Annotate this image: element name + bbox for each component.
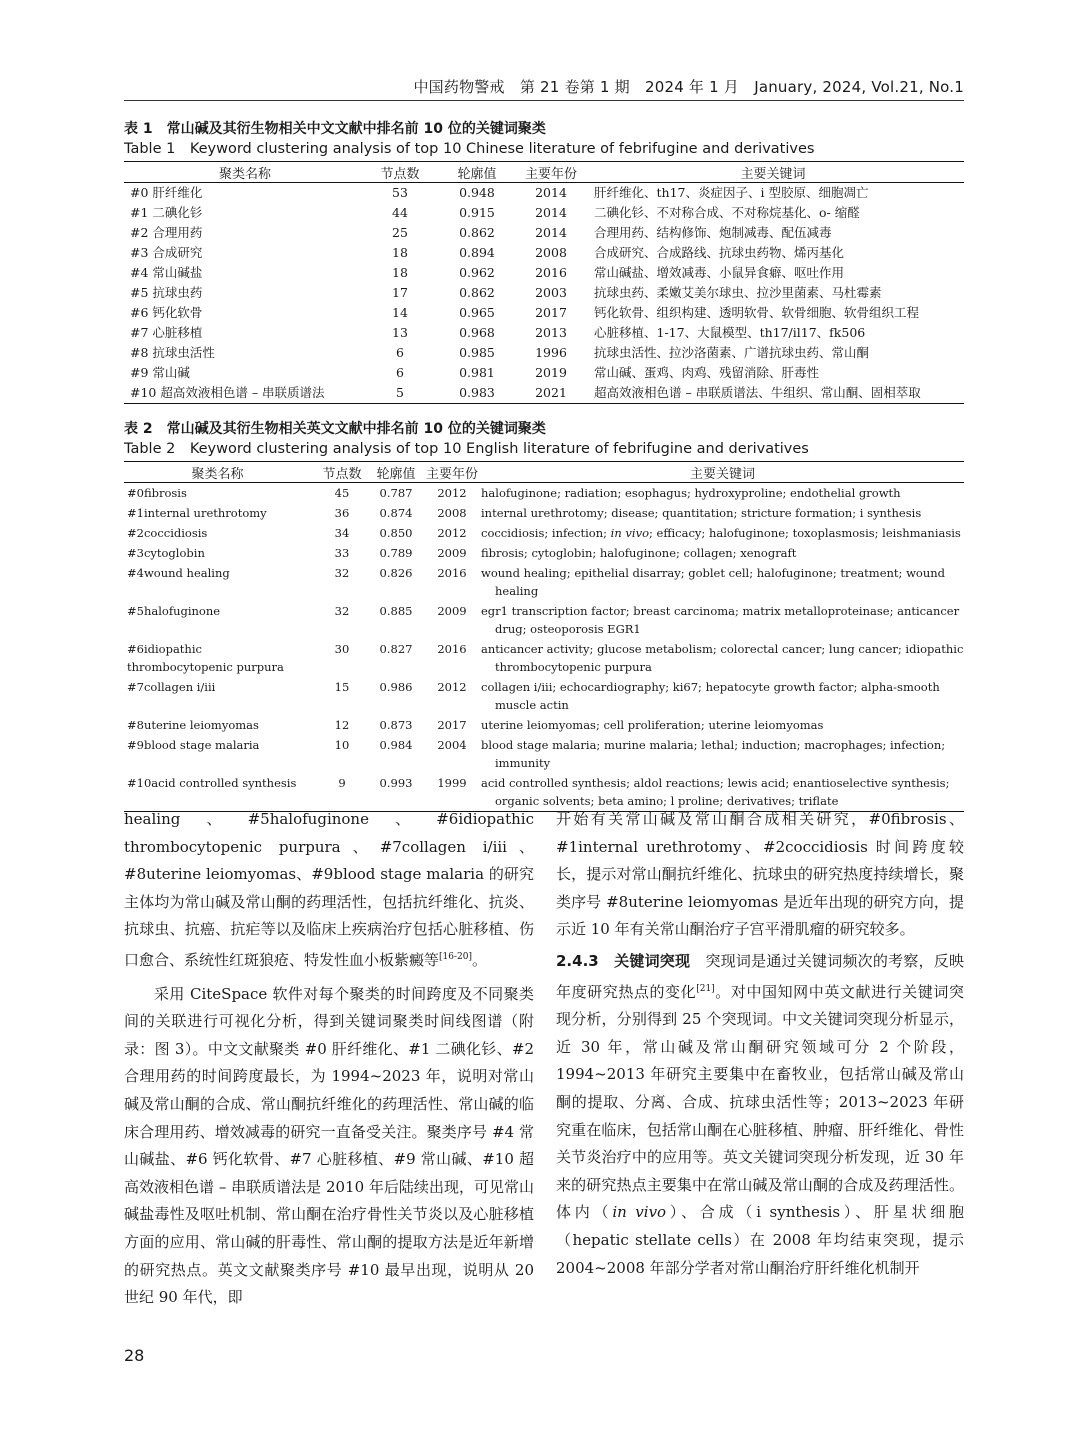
silhouette-cell: 0.862 [459, 225, 495, 240]
node-count-cell: 53 [392, 185, 408, 200]
year-cell: 2003 [535, 285, 567, 300]
table-row [124, 523, 964, 543]
year-cell: 2012 [437, 486, 467, 500]
keywords-cell: 心脏移植、1-17、大鼠模型、th17/il17、fk506 [594, 325, 866, 340]
keywords-cell: 合成研究、合成路线、抗球虫药物、烯丙基化 [594, 245, 845, 260]
year-cell: 2009 [437, 604, 467, 618]
cluster-name-cell: #5halofuginone [127, 604, 221, 618]
silhouette-cell: 0.993 [369, 773, 423, 812]
year-cell: 2012 [437, 680, 467, 694]
table-row [124, 243, 964, 263]
body-column-left [124, 806, 534, 1312]
silhouette-cell: 0.826 [379, 566, 413, 580]
table2-header-year: 主要年份 [423, 462, 481, 483]
header-rule [124, 100, 964, 101]
paragraph-text: ）、合成（i synthesis）、肝星状细胞（hepatic stellate cells）在 2008 年均结束突现，提示 2004~2008 年部分学者对常山酮治疗肝纤维化机制开 [556, 1203, 964, 1277]
year-cell: 2004 [437, 738, 467, 752]
keywords-cell: 常山碱盐、增效减毒、小鼠异食癖、呕吐作用 [594, 265, 845, 280]
table-row [124, 303, 964, 323]
silhouette-cell: 0.894 [459, 245, 495, 260]
table2-caption-en: Table 2 Keyword clustering analysis of top 10 English literature of febrifugine and derivatives [124, 441, 809, 457]
keywords-cell: 常山碱、蛋鸡、肉鸡、残留消除、肝毒性 [594, 365, 820, 380]
silhouette-cell: 0.873 [379, 718, 413, 732]
table1-caption-en: Table 1 Keyword clustering analysis of top 10 Chinese literature of febrifugine and derivatives [124, 141, 815, 157]
cluster-name-cell: #5 抗球虫药 [130, 285, 203, 300]
table-row [124, 601, 964, 639]
keywords-cell: internal urethrotomy; disease; quantitation; stricture formation; i synthesis [481, 506, 922, 520]
node-count-cell: 12 [334, 718, 350, 732]
body-paragraph: 采用 CiteSpace 软件对每个聚类的时间跨度及不同聚类间的关联进行可视化分析，得到关键词聚类时间线图谱（附录：图 3）。中文文献聚类 #0 肝纤维化、#1 二碘化钐、#2 合理用药的时间跨度最长，为 1994~2023 年，说明对常山碱及常山酮的合成、常山酮抗纤维化的药理活性、常山碱的临床合理用药、增效减毒的研究一直备受关注。聚类序号 #4 常山碱盐、#6 钙化软骨、#7 心脏移植、#9 常山碱、#10 超高效液相色谱 – 串联质谱法是 2010 年后陆续出现，可见常山碱盐毒性及呕吐机制、常山酮在治疗骨性关节炎以及心脏移植方面的应用、常山碱的肝毒性、常山酮的提取方法是近年新增的研究热点。英文文献聚类序号 #10 最早出现，说明从 20 世纪 90 年代，即 [124, 984, 534, 1307]
silhouette-cell: 0.915 [459, 205, 495, 220]
paragraph-text: 突现词是通过关键词频次的考察，反映年度研究热点的变化 [556, 951, 964, 1001]
table2-header-name: 聚类名称 [124, 462, 315, 483]
table-row [124, 639, 964, 677]
cluster-name-cell: #8uterine leiomyomas [127, 718, 259, 732]
node-count-cell: 6 [396, 365, 404, 380]
table2-caption-cn: 表 2 常山碱及其衍生物相关英文文献中排名前 10 位的关键词聚类 [124, 421, 546, 437]
node-count-cell: 45 [334, 486, 350, 500]
table-row [124, 715, 964, 735]
year-cell: 2013 [535, 325, 567, 340]
cluster-name-cell: #3 合成研究 [130, 245, 203, 260]
table-row [124, 223, 964, 243]
table1-caption [124, 119, 964, 159]
node-count-cell: 15 [334, 680, 350, 694]
silhouette-cell: 0.885 [379, 604, 413, 618]
paragraph-text: 。对中国知网中英文献进行关键词突现分析，分别得到 25 个突现词。中文关键词突现分析显示，近 30 年，常山碱及常山酮研究领域可分 2 个阶段，1994~2013 年研究主要集中在畜牧业，包括常山碱及常山酮的提取、分离、合成、抗球虫活性等；2013~2023 年研究重在临床，包括常山酮在心脏移植、肿瘤、肝纤维化、骨性关节炎治疗中的应用等。英文关键词突现分析发现，近 30 年来的研究热点主要集中在常山碱及常山酮的合成及药理活性。体内（ [556, 982, 964, 1222]
citation-ref: [21] [696, 983, 715, 994]
table-row [124, 543, 964, 563]
year-cell: 1999 [423, 773, 481, 812]
cluster-name-cell: #4 常山碱盐 [130, 265, 203, 280]
table1-header-nodes: 节点数 [366, 162, 434, 183]
cluster-name-cell: #4wound healing [127, 566, 230, 580]
node-count-cell: 9 [315, 773, 369, 812]
silhouette-cell: 0.983 [434, 383, 520, 404]
year-cell: 2014 [535, 185, 567, 200]
cluster-name-cell: #7 心脏移植 [130, 325, 203, 340]
cluster-name-cell: #0fibrosis [127, 486, 187, 500]
body-paragraph [556, 948, 964, 1282]
node-count-cell: 13 [392, 325, 408, 340]
running-head: 中国药物警戒 第 21 卷第 1 期 2024 年 1 月 January, 2024, Vol.21, No.1 [413, 78, 964, 96]
table-row [124, 263, 964, 283]
silhouette-cell: 0.874 [379, 506, 413, 520]
table1-header-row [124, 162, 964, 183]
table2-header-silhouette: 轮廓值 [369, 462, 423, 483]
table-row [124, 283, 964, 303]
keywords-cell: wound healing; epithelial disarray; goblet cell; halofuginone; treatment; wound healing [481, 566, 946, 598]
node-count-cell: 36 [334, 506, 350, 520]
node-count-cell: 25 [392, 225, 408, 240]
cluster-name-cell: #7collagen i/iii [127, 680, 216, 694]
silhouette-cell: 0.827 [379, 642, 413, 656]
cluster-name-cell: #6 钙化软骨 [130, 305, 203, 320]
citation-ref: [16-20] [439, 951, 472, 962]
year-cell: 2008 [437, 506, 467, 520]
keywords-cell: collagen i/iii; echocardiography; ki67; hepatocyte growth factor; alpha-smooth muscle actin [481, 680, 940, 712]
cluster-name-cell: #0 肝纤维化 [130, 185, 203, 200]
table-row [124, 677, 964, 715]
table1-header-year: 主要年份 [520, 162, 582, 183]
node-count-cell: 10 [334, 738, 350, 752]
year-cell: 2012 [437, 526, 467, 540]
node-count-cell: 30 [334, 642, 350, 656]
keywords-cell: 抗球虫药、柔嫩艾美尔球虫、拉沙里菌素、马杜霉素 [594, 285, 882, 300]
keywords-cell: egr1 transcription factor; breast carcinoma; matrix metalloproteinase; anticancer drug; osteoporosis EGR1 [481, 604, 960, 636]
year-cell: 2016 [437, 566, 467, 580]
silhouette-cell: 0.985 [459, 345, 495, 360]
table2-caption [124, 419, 964, 459]
table-row [124, 203, 964, 223]
node-count-cell: 6 [396, 345, 404, 360]
table-row [124, 183, 964, 204]
section-heading: 2.4.3 关键词突现 [556, 951, 691, 970]
node-count-cell: 44 [392, 205, 408, 220]
keywords-cell: uterine leiomyomas; cell proliferation; uterine leiomyomas [481, 718, 824, 732]
silhouette-cell: 0.787 [379, 486, 413, 500]
year-cell: 2016 [437, 642, 467, 656]
table1-header-name: 聚类名称 [124, 162, 366, 183]
year-cell: 2019 [535, 365, 567, 380]
page-number: 28 [124, 1346, 145, 1365]
italic-term: in vivo [610, 526, 649, 540]
silhouette-cell: 0.965 [459, 305, 495, 320]
keywords-cell: fibrosis; cytoglobin; halofuginone; collagen; xenograft [481, 546, 797, 560]
cluster-name-cell: #10 超高效液相色谱 – 串联质谱法 [124, 383, 366, 404]
cluster-name-cell: #8 抗球虫活性 [130, 345, 215, 360]
silhouette-cell: 0.862 [459, 285, 495, 300]
cluster-name-cell: #1 二碘化钐 [130, 205, 203, 220]
keywords-cell: anticancer activity; glucose metabolism; colorectal cancer; lung cancer; idiopathic thrombocytopenic purpura [481, 642, 964, 674]
cluster-name-cell: #9blood stage malaria [127, 738, 260, 752]
year-cell: 1996 [535, 345, 567, 360]
keywords-cell: coccidiosis; infection; in vivo; efficacy; halofuginone; toxoplasmosis; leishmaniasis [481, 526, 961, 540]
paragraph-end: 。 [471, 950, 487, 969]
table2 [124, 461, 964, 812]
year-cell: 2017 [437, 718, 467, 732]
italic-term: in vivo [612, 1203, 667, 1222]
silhouette-cell: 0.789 [379, 546, 413, 560]
node-count-cell: 32 [334, 566, 350, 580]
year-cell: 2017 [535, 305, 567, 320]
table1 [124, 161, 964, 404]
table2-header-row [124, 462, 964, 483]
node-count-cell: 18 [392, 245, 408, 260]
table1-header-silhouette: 轮廓值 [434, 162, 520, 183]
cluster-name-cell: #9 常山碱 [130, 365, 190, 380]
silhouette-cell: 0.968 [459, 325, 495, 340]
node-count-cell: 14 [392, 305, 408, 320]
silhouette-cell: 0.981 [459, 365, 495, 380]
table-row [124, 343, 964, 363]
silhouette-cell: 0.986 [379, 680, 413, 694]
keywords-cell: 合理用药、结构修饰、炮制减毒、配伍减毒 [594, 225, 832, 240]
year-cell: 2009 [437, 546, 467, 560]
silhouette-cell: 0.984 [379, 738, 413, 752]
node-count-cell: 17 [392, 285, 408, 300]
table2-header-keywords: 主要关键词 [481, 462, 964, 483]
node-count-cell: 32 [334, 604, 350, 618]
keywords-cell: 肝纤维化、th17、炎症因子、i 型胶原、细胞凋亡 [594, 185, 869, 200]
keywords-cell: acid controlled synthesis; aldol reactions; lewis acid; enantioselective synthesis; organic solvents; beta amino; l proline; derivatives; triflate [481, 773, 964, 812]
body-paragraph: 开始有关常山碱及常山酮合成相关研究，#0fibrosis、#1internal urethrotomy、#2coccidiosis 时间跨度较长，提示对常山酮抗纤维化、抗球虫的研究热度持续增长，聚类序号 #8uterine leiomyomas 是近年出现的研究方向，提示近 10 年有关常山酮治疗子宫平滑肌瘤的研究较多。 [556, 810, 964, 939]
keywords-cell: 二碘化钐、不对称合成、不对称烷基化、o- 缩醛 [594, 205, 860, 220]
table-row [124, 735, 964, 773]
paragraph-text: healing、#5halofuginone、#6idiopathic thrombocytopenic purpura、#7collagen i/iii、#8uterine leiomyomas、#9blood stage malaria 的研究主体均为常山碱及常山酮的药理活性，包括抗纤维化、抗炎、抗球虫、抗癌、抗疟等以及临床上疾病治疗包括心脏移植、伤口愈合、系统性红斑狼疮、特发性血小板紫癜等 [124, 810, 534, 969]
cluster-name-cell: #6idiopathic thrombocytopenic purpura [127, 642, 284, 674]
node-count-cell: 5 [366, 383, 434, 404]
silhouette-cell: 0.948 [459, 185, 495, 200]
table-row [124, 503, 964, 523]
table-row [124, 563, 964, 601]
keywords-cell: 抗球虫活性、拉沙洛菌素、广谱抗球虫药、常山酮 [594, 345, 870, 360]
year-cell: 2014 [535, 205, 567, 220]
silhouette-cell: 0.962 [459, 265, 495, 280]
keywords-cell: halofuginone; radiation; esophagus; hydroxyproline; endothelial growth [481, 486, 901, 500]
year-cell: 2016 [535, 265, 567, 280]
node-count-cell: 34 [334, 526, 350, 540]
cluster-name-cell: #3cytoglobin [127, 546, 205, 560]
year-cell: 2008 [535, 245, 567, 260]
table1-header-keywords: 主要关键词 [582, 162, 964, 183]
body-column-right [556, 806, 964, 1282]
cluster-name-cell: #2coccidiosis [127, 526, 208, 540]
year-cell: 2014 [535, 225, 567, 240]
table2-header-nodes: 节点数 [315, 462, 369, 483]
table-row [124, 483, 964, 504]
silhouette-cell: 0.850 [379, 526, 413, 540]
keywords-cell: 钙化软骨、组织构建、透明软骨、软骨细胞、软骨组织工程 [594, 305, 920, 320]
cluster-name-cell: #1internal urethrotomy [127, 506, 267, 520]
year-cell: 2021 [520, 383, 582, 404]
table-row [124, 323, 964, 343]
table-row [124, 363, 964, 383]
keywords-cell: blood stage malaria; murine malaria; lethal; induction; macrophages; infection; immunity [481, 738, 946, 770]
keywords-cell: 超高效液相色谱 – 串联质谱法、牛组织、常山酮、固相萃取 [582, 383, 964, 404]
cluster-name-cell: #2 合理用药 [130, 225, 203, 240]
node-count-cell: 33 [334, 546, 350, 560]
node-count-cell: 18 [392, 265, 408, 280]
cluster-name-cell: #10acid controlled synthesis [124, 773, 315, 812]
table1-caption-cn: 表 1 常山碱及其衍生物相关中文文献中排名前 10 位的关键词聚类 [124, 121, 546, 137]
body-paragraph [124, 806, 534, 975]
table-row [124, 383, 964, 404]
